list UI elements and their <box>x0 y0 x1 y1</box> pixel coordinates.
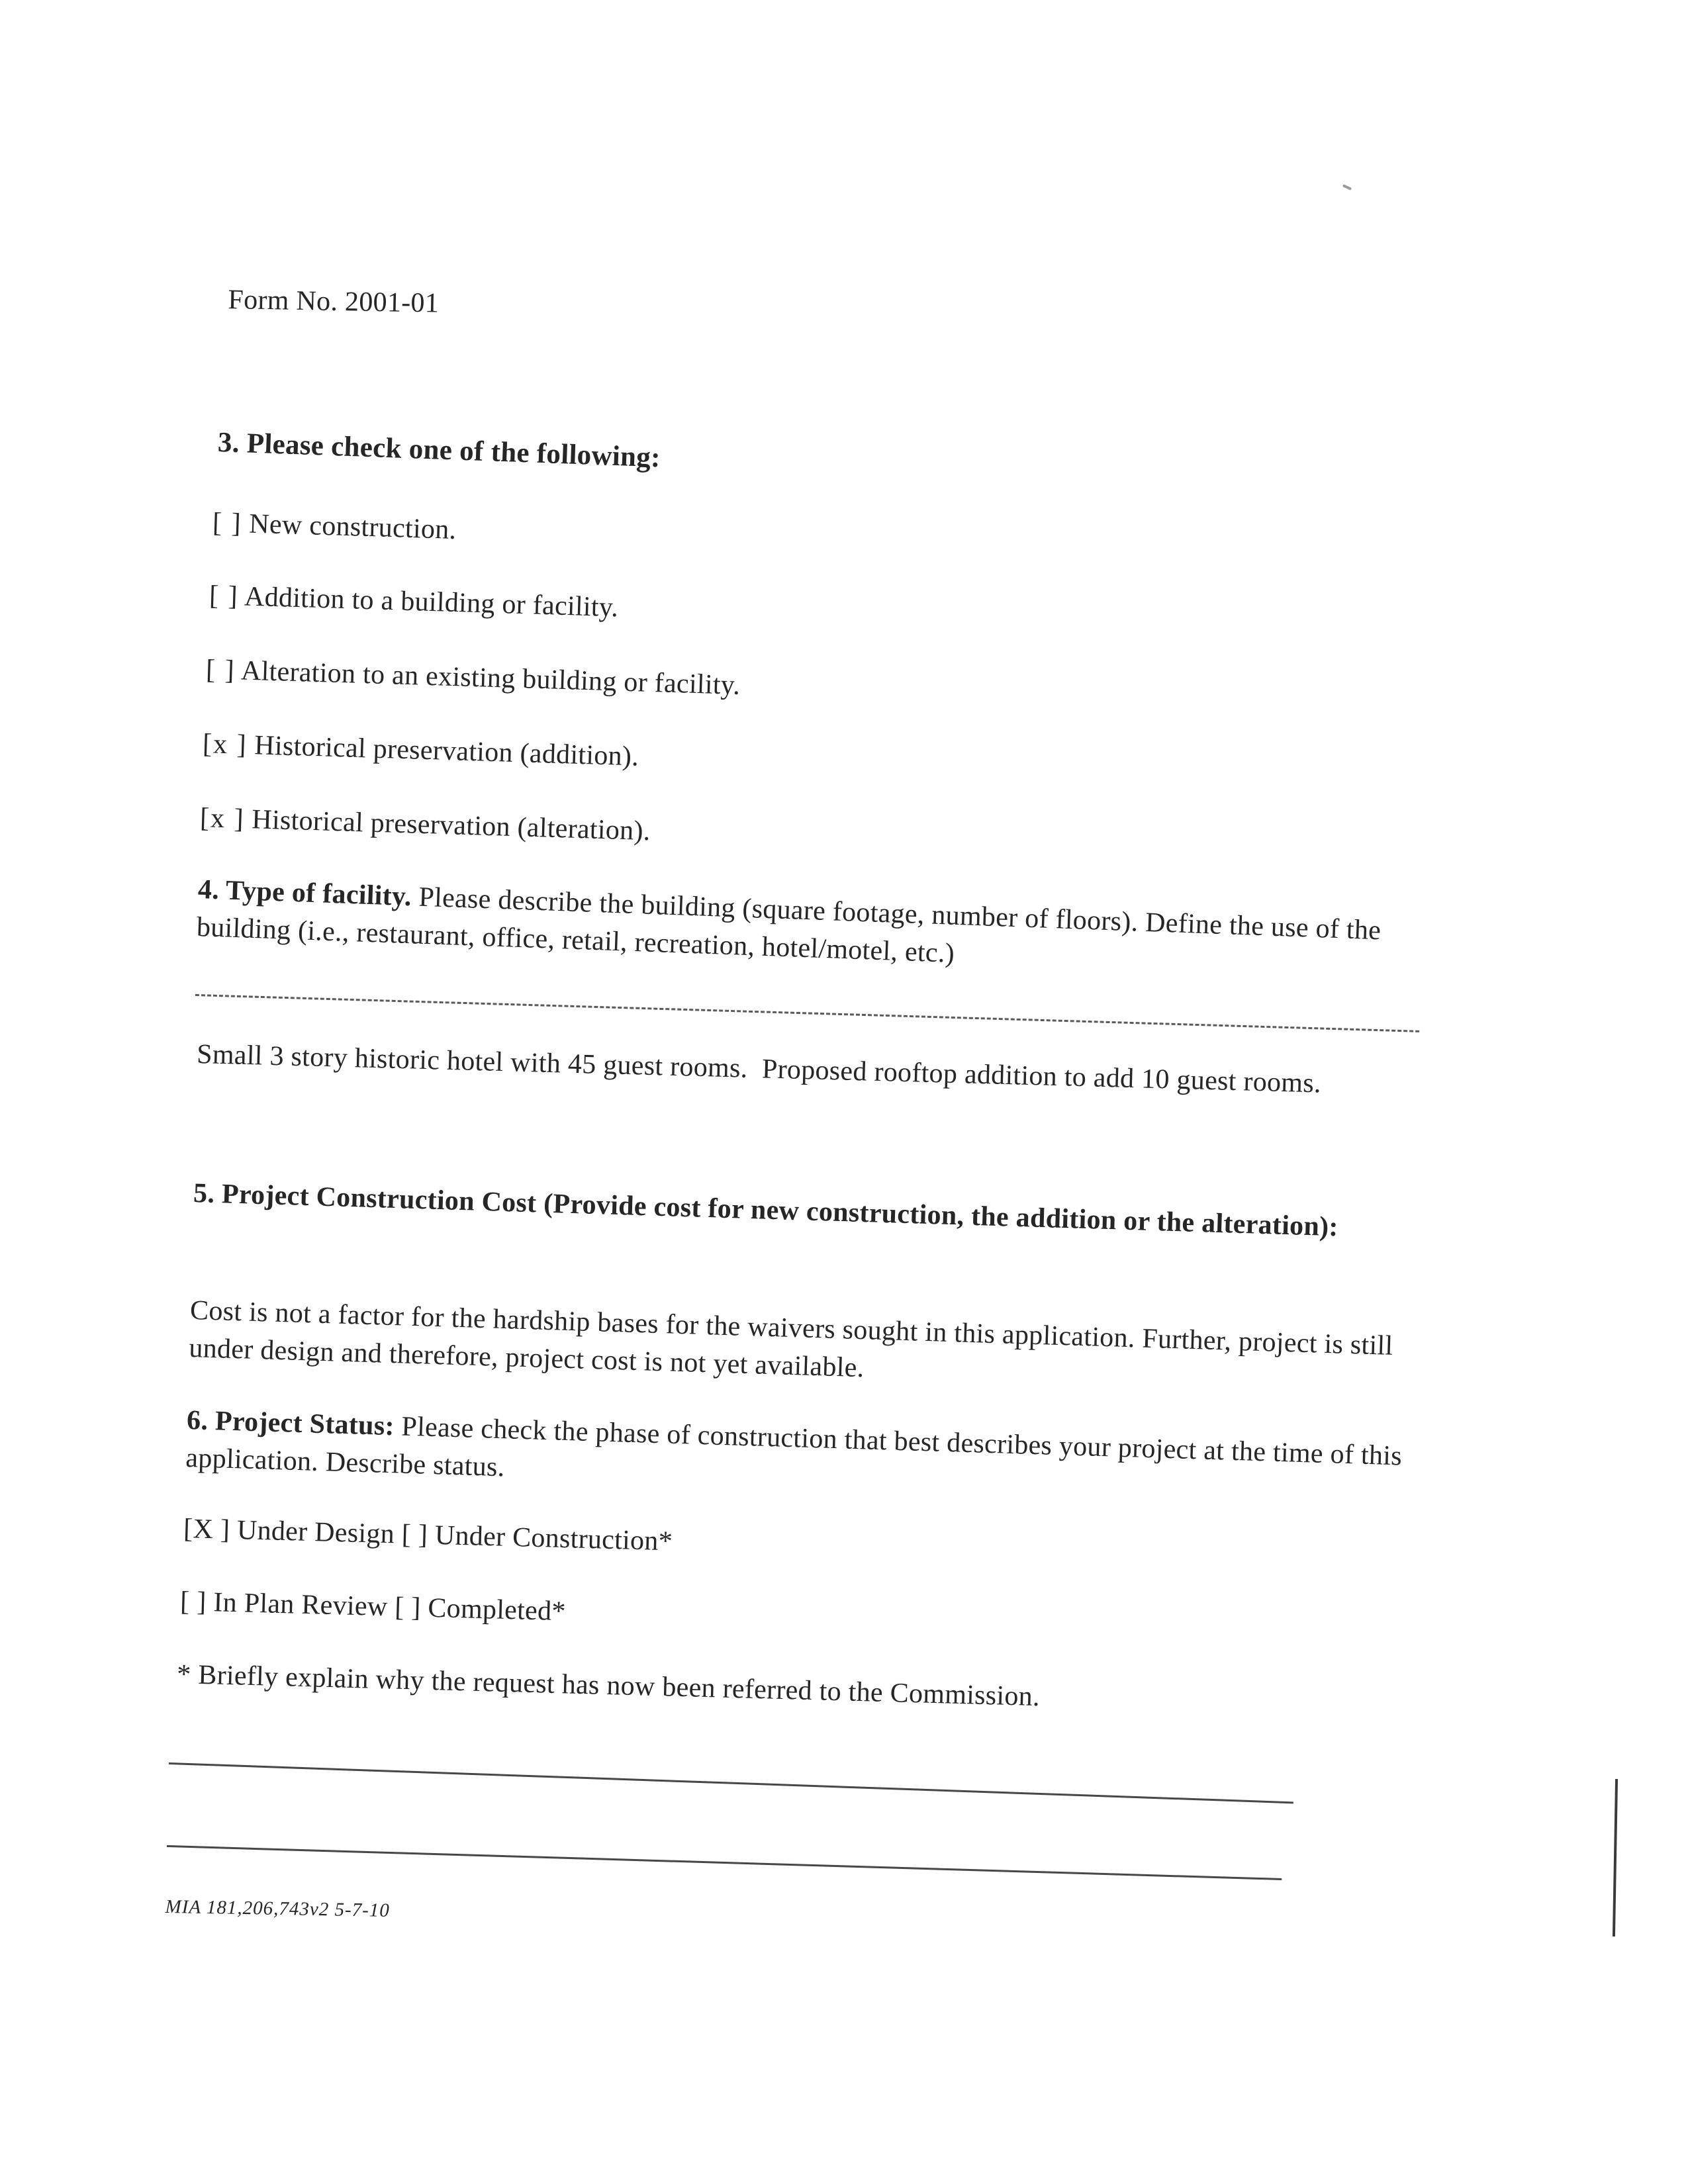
section6-question <box>185 1402 1432 1514</box>
scan-speck-artifact <box>1342 184 1352 191</box>
status-row-design-construction: [X ] Under Design [ ] Under Construction* <box>183 1513 673 1557</box>
checkbox-label-historical-alteration: Historical preservation (alteration). <box>251 804 651 847</box>
checkbox-label-alteration: Alteration to an existing building or facility. <box>240 655 741 701</box>
status-footnote: * Briefly explain why the request has now been referred to the Commission. <box>176 1659 1041 1713</box>
blank-answer-line-2 <box>167 1845 1282 1880</box>
checkbox-label-addition: Addition to a building or facility. <box>244 581 619 623</box>
checkbox-row-new-construction <box>212 504 457 549</box>
section4-answer: Small 3 story historic hotel with 45 guest rooms. Proposed rooftop addition to add 10 guest rooms. <box>196 1038 1322 1099</box>
section4-label: 4. Type of facility. <box>197 874 412 913</box>
blank-answer-line-1 <box>169 1762 1293 1803</box>
scan-vertical-line-artifact <box>1613 1779 1618 1936</box>
checkbox-row-addition <box>209 577 619 627</box>
checkbox-row-alteration <box>205 651 741 705</box>
checkbox-row-historical-addition <box>202 725 639 776</box>
document-reference-footer: MIA 181,206,743v2 5-7-10 <box>165 1895 391 1921</box>
checkbox-label-historical-addition: Historical preservation (addition). <box>254 730 639 772</box>
checkbox-row-historical-alteration <box>199 799 651 850</box>
section3-heading: 3. Please check one of the following: <box>217 426 661 474</box>
checkbox-historical-addition: [x ] <box>202 728 248 760</box>
section5-answer: Cost is not a factor for the hardship bases for the waivers sought in this application. Further, project is still under design and therefore, project cost is not yet available. <box>188 1295 1394 1384</box>
section6-label: 6. Project Status: <box>186 1404 395 1442</box>
checkbox-historical-alteration: [x ] <box>199 802 246 835</box>
checkbox-alteration: [ ] <box>205 654 236 686</box>
checkbox-label-new-construction: New construction. <box>248 508 457 545</box>
section6-prompt: Please check the phase of construction that best describes your project at the time of this application. Describe status. <box>185 1411 1403 1483</box>
status-row-review-completed: [ ] In Plan Review [ ] Completed* <box>179 1586 567 1627</box>
section4-prompt: Please describe the building (square footage, number of floors). Define the use of the building (i.e., restaurant, office, retail, recreation, hotel/motel, etc.) <box>196 882 1382 970</box>
section5-heading: 5. Project Construction Cost (Provide cost for new construction, the addition or the alteration): <box>193 1177 1339 1243</box>
checkbox-addition: [ ] <box>209 580 240 612</box>
checkbox-new-construction: [ ] <box>212 507 243 539</box>
section4-answer-rule <box>195 994 1419 1032</box>
form-number: Form No. 2001-01 <box>228 284 440 319</box>
section4-question <box>196 871 1442 990</box>
